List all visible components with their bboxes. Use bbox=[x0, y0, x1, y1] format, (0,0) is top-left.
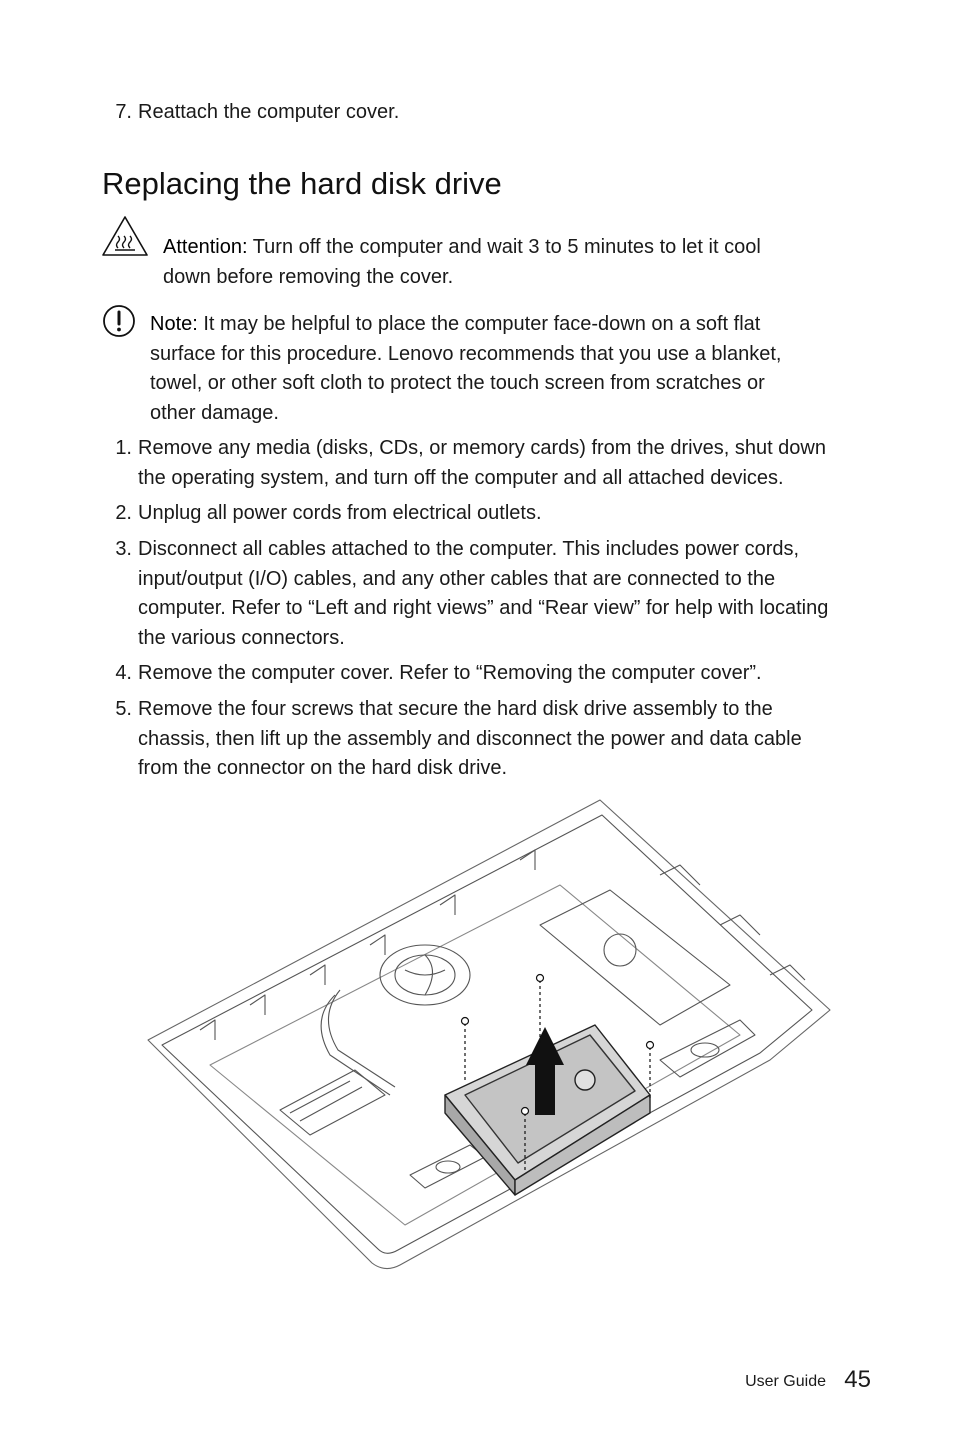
note-text: It may be helpful to place the computer face-down on a soft flat bbox=[197, 313, 761, 335]
step-number: 2. bbox=[115, 502, 132, 524]
step-number: 7. bbox=[115, 101, 132, 123]
step-text: input/output (I/O) cables, and any other cables that are connected to the bbox=[138, 567, 776, 590]
step-text: from the connector on the hard disk drive. bbox=[138, 757, 508, 779]
step-number: 1. bbox=[115, 437, 132, 459]
note-text: surface for this procedure. Lenovo recommends that you use a blanket, bbox=[150, 342, 782, 365]
attention-text: Turn off the computer and wait 3 to 5 minutes to let it cool bbox=[247, 236, 761, 258]
footer-label: User Guide bbox=[745, 1373, 826, 1390]
step-number: 4. bbox=[115, 662, 132, 684]
note-text: towel, or other soft cloth to protect the touch screen from scratches or bbox=[150, 372, 765, 394]
step-text: the various connectors. bbox=[138, 626, 345, 649]
step-text: the operating system, and turn off the computer and all attached devices. bbox=[138, 466, 784, 489]
hard-disk-removal-illustration bbox=[140, 795, 840, 1275]
section-title: Replacing the hard disk drive bbox=[102, 166, 502, 201]
step-text: chassis, then lift up the assembly and disconnect the power and data cable bbox=[138, 727, 802, 750]
step-number: 5. bbox=[115, 698, 132, 720]
step-text: Disconnect all cables attached to the computer. This includes power cords, bbox=[138, 538, 800, 560]
step-text: computer. Refer to “Left and right views” and “Rear view” for help with locating bbox=[138, 597, 829, 619]
note-text: other damage. bbox=[150, 401, 279, 424]
step-text: Remove the four screws that secure the hard disk drive assembly to the bbox=[138, 698, 773, 720]
step-number: 3. bbox=[115, 538, 132, 560]
step-text: Reattach the computer cover. bbox=[138, 101, 400, 123]
step-text: Remove the computer cover. Refer to “Removing the computer cover”. bbox=[138, 662, 762, 684]
step-text: Unplug all power cords from electrical outlets. bbox=[138, 502, 542, 524]
step-text: Remove any media (disks, CDs, or memory cards) from the drives, shut down bbox=[138, 437, 826, 459]
note-label: Note: bbox=[150, 313, 198, 335]
attention-text: down before removing the cover. bbox=[163, 265, 454, 288]
exclamation-circle-icon bbox=[102, 304, 136, 338]
attention-label: Attention: bbox=[163, 236, 248, 258]
page-number: 45 bbox=[844, 1366, 871, 1393]
hot-surface-warning-icon bbox=[101, 214, 149, 258]
